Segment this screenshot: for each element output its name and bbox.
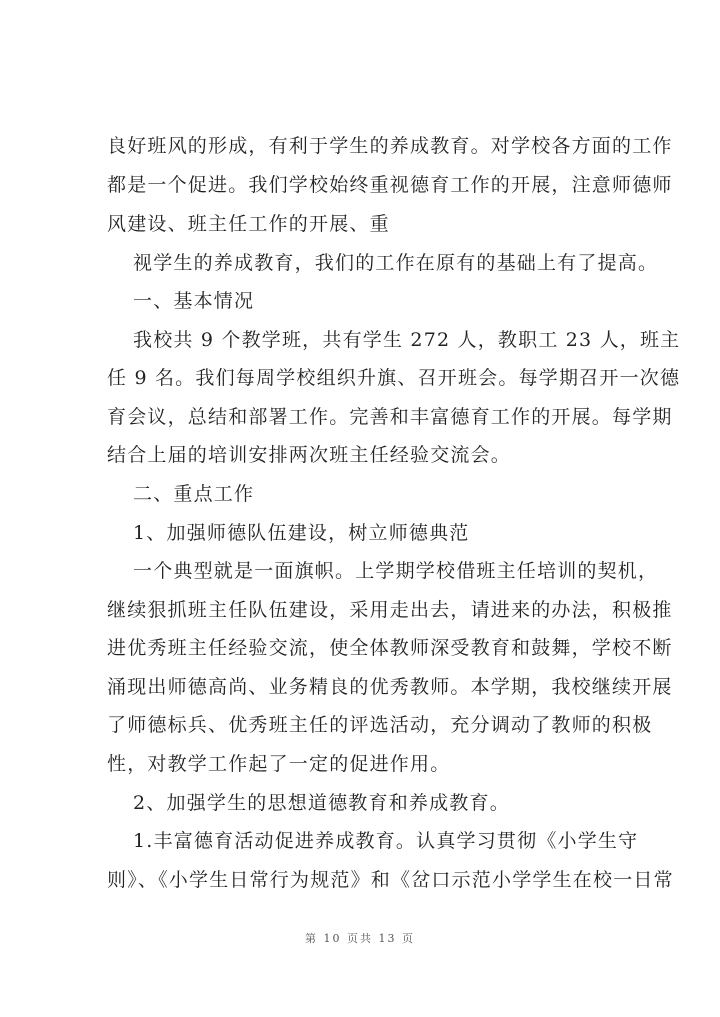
section-heading: 一、基本情况: [133, 290, 255, 312]
subsection-heading: 1、加强师德队伍建设，树立师德典范: [133, 522, 470, 544]
paragraph-line: 进优秀班主任经验交流，使全体教师深受教育和鼓舞，学校不断: [107, 637, 673, 659]
paragraph-line: 则》、《小学生日常行为规范》和《岔口示范小学学生在校一日常: [107, 869, 674, 891]
paragraph-line: 结合上届的培训安排两次班主任经验交流会。: [107, 444, 512, 466]
subsection-heading: 2、加强学生的思想道德教育和养成教育。: [133, 792, 510, 814]
paragraph-line: 风建设、班主任工作的开展、重: [107, 213, 390, 235]
paragraph-line: 了师德标兵、优秀班主任的评选活动，充分调动了教师的积极: [107, 714, 653, 736]
paragraph-line: 1.丰富德育活动促进养成教育。认真学习贯彻《小学生守: [133, 830, 639, 852]
paragraph-line: 良好班风的形成，有利于学生的养成教育。对学校各方面的工作: [107, 135, 673, 157]
paragraph-line: 继续狠抓班主任队伍建设，采用走出去，请进来的办法，积极推: [107, 599, 673, 621]
paragraph-line: 我校共 9 个教学班，共有学生 272 人，教职工 23 人，班主: [133, 329, 681, 351]
paragraph-line: 育会议，总结和部署工作。完善和丰富德育工作的开展。每学期: [107, 406, 673, 428]
paragraph-line: 涌现出师德高尚、业务精良的优秀教师。本学期，我校继续开展: [107, 676, 673, 698]
paragraph-line: 一个典型就是一面旗帜。上学期学校借班主任培训的契机，: [133, 560, 659, 582]
paragraph-line: 性，对教学工作起了一定的促进作用。: [107, 753, 451, 775]
section-heading: 二、重点工作: [133, 483, 255, 505]
paragraph-line: 都是一个促进。我们学校始终重视德育工作的开展，注意师德师: [107, 174, 673, 196]
paragraph-line: 视学生的养成教育，我们的工作在原有的基础上有了提高。: [133, 252, 659, 274]
paragraph-line: 任 9 名。我们每周学校组织升旗、召开班会。每学期召开一次德: [107, 367, 681, 389]
page-number-footer: 第 10 页共 13 页: [305, 932, 415, 945]
